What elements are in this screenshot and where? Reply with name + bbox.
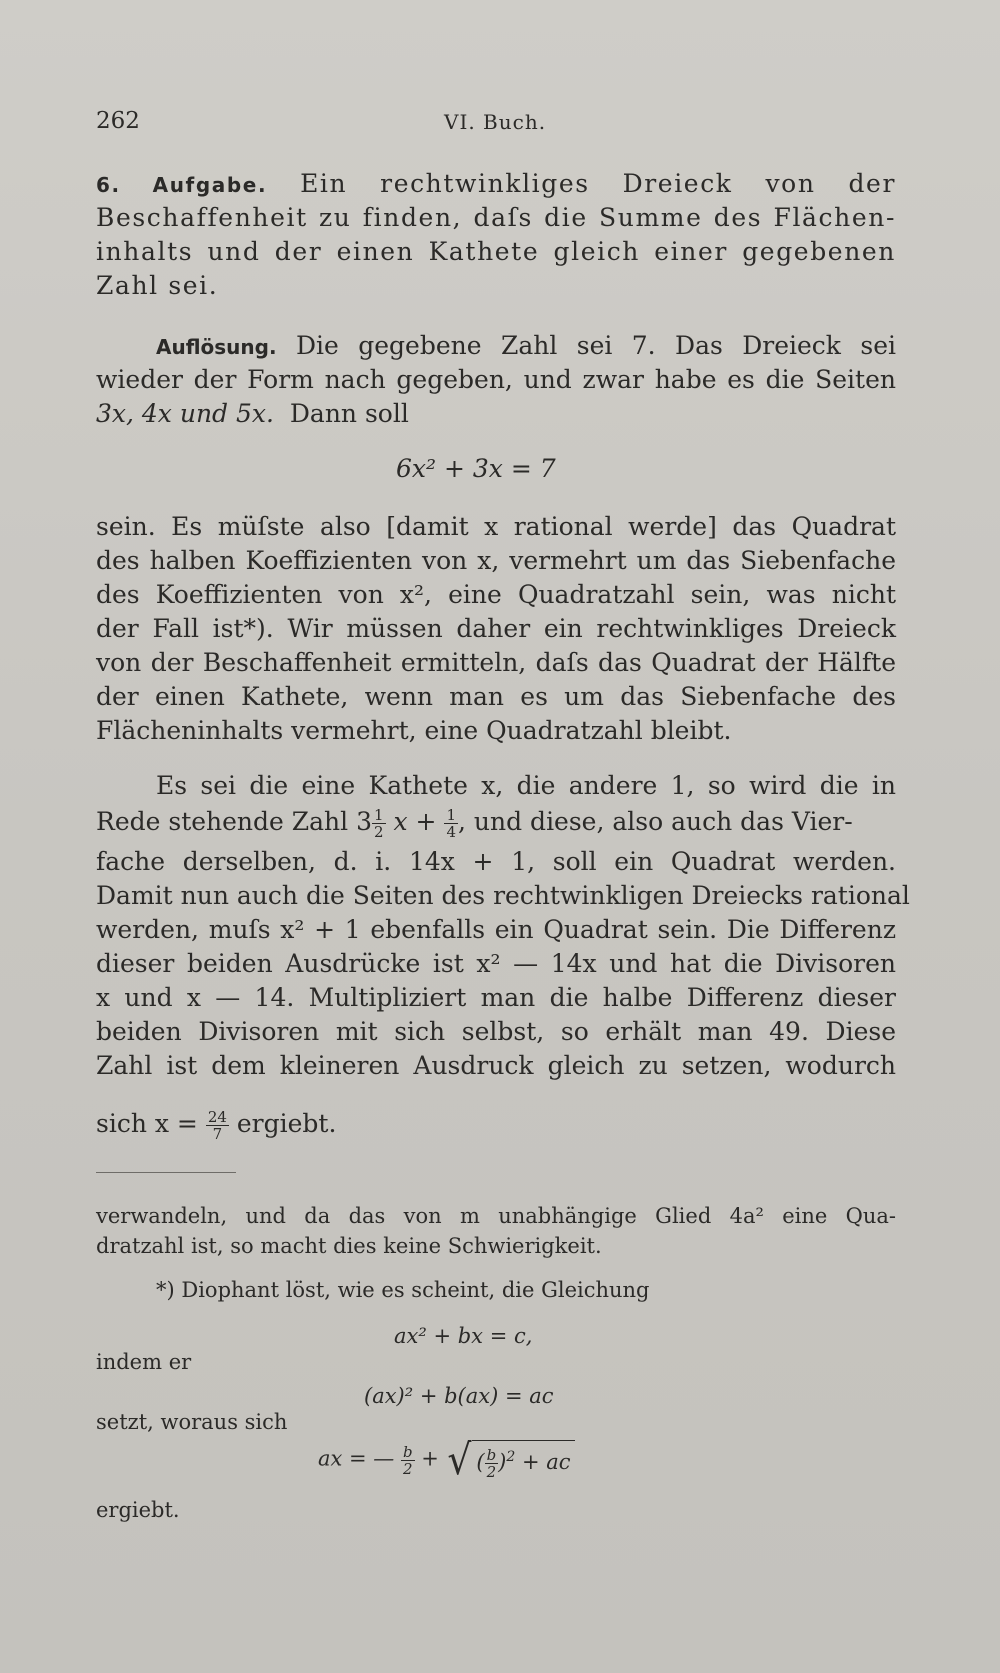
- radicand: ( $\frac{b}{2}$ )$^2$ + ac: [472, 1440, 574, 1480]
- fraction-half: $\frac{1}{2}$: [374, 806, 384, 841]
- para2-line-7: x und x — 14. Multipliziert man die halbe Differenz dieser: [96, 983, 896, 1012]
- solution-line-6: des Koeffizienten von x², eine Quadratzahl sein, was nicht: [96, 580, 896, 609]
- solution-line-9: der einen Kathete, wenn man es um das Siebenfache des: [96, 682, 896, 711]
- footnote-cont-line-2: dratzahl ist, so macht dies keine Schwierigkeit.: [96, 1234, 602, 1258]
- footnote-equation-2: (ax)² + b(ax) = ac: [364, 1384, 554, 1408]
- radical-sign: √: [446, 1435, 472, 1484]
- footnote-line-3: setzt, woraus sich: [96, 1410, 288, 1434]
- solution-line-3: 3x, 4x und 5x. Dann soll: [96, 399, 409, 428]
- footnote-line-4: ergiebt.: [96, 1498, 180, 1522]
- para2-line-8: beiden Divisoren mit sich selbst, so erhält man 49. Diese: [96, 1017, 896, 1046]
- problem-label: 6. Aufgabe.: [96, 173, 268, 197]
- footnote-equation-1: ax² + bx = c,: [394, 1324, 533, 1348]
- solution-label: Auflösung.: [156, 335, 277, 359]
- problem-line-2: Beschaffenheit zu finden, daſs die Summe des Flächen-: [96, 203, 896, 232]
- para2-line-3: fache derselben, d. i. 14x + 1, soll ein Quadrat werden.: [96, 847, 896, 876]
- solution-line-4: sein. Es müſste also [damit x rational werde] das Quadrat: [96, 512, 896, 541]
- running-head: VI. Buch.: [444, 110, 547, 134]
- para2-line-9: Zahl ist dem kleineren Ausdruck gleich zu setzen, wodurch: [96, 1051, 896, 1080]
- footnote-line-1: *) Diophant löst, wie es scheint, die Gleichung: [156, 1278, 650, 1302]
- fraction-b-2: $\frac{b}{2}$: [403, 1442, 413, 1478]
- fraction-quarter: $\frac{1}{4}$: [446, 806, 457, 841]
- solution-line-2: wieder der Form nach gegeben, und zwar habe es die Seiten: [96, 365, 896, 394]
- solution-line-10: Flächeninhalts vermehrt, eine Quadratzahl bleibt.: [96, 716, 732, 745]
- footnote-equation-3: ax = — $\frac{b}{2}$ + √ ( $\frac{b}{2}$ )$^2$ + ac: [318, 1440, 575, 1480]
- solution-line-7: der Fall ist*). Wir müssen daher ein rechtwinkliges Dreieck: [96, 614, 896, 643]
- para2-line-10: sich x = $\frac{24}{7}$ ergiebt.: [96, 1108, 337, 1143]
- solution-line-5: des halben Koeffizienten von x, vermehrt um das Siebenfache: [96, 546, 896, 575]
- para2-line-6: dieser beiden Ausdrücke ist x² — 14x und hat die Divisoren: [96, 949, 896, 978]
- footnote-cont-line-1: verwandeln, und da das von m unabhängige Glied 4a² eine Qua-: [96, 1204, 896, 1228]
- footnote-line-2: indem er: [96, 1350, 192, 1374]
- para2-line-1: Es sei die eine Kathete x, die andere 1, so wird die in: [156, 771, 896, 800]
- page-number: 262: [96, 108, 140, 134]
- para2-line-5: werden, muſs x² + 1 ebenfalls ein Quadrat sein. Die Differenz: [96, 915, 896, 944]
- solution-line-1: Auflösung. Die gegebene Zahl sei 7. Das Dreieck sei: [156, 331, 896, 360]
- problem-line-1: 6. Aufgabe. Ein rechtwinkliges Dreieck von der: [96, 169, 896, 198]
- solution-line-8: von der Beschaffenheit ermitteln, daſs das Quadrat der Hälfte: [96, 648, 896, 677]
- fraction-24-7: $\frac{24}{7}$: [207, 1108, 227, 1143]
- footnote-rule: [96, 1172, 236, 1173]
- para2-line-2: Rede stehende Zahl 3 $\frac{1}{2}$ x + $\frac{1}{4}$ , und diese, also auch das Vier-: [96, 806, 853, 841]
- equation-1: 6x² + 3x = 7: [396, 454, 556, 483]
- page-header: [96, 108, 896, 142]
- fraction-inner-b-2: $\frac{b}{2}$: [486, 1446, 497, 1481]
- problem-line-4: Zahl sei.: [96, 271, 219, 300]
- para2-line-4: Damit nun auch die Seiten des rechtwinkligen Dreiecks rational: [96, 881, 910, 910]
- problem-line-3: inhalts und der einen Kathete gleich einer gegebenen: [96, 237, 896, 266]
